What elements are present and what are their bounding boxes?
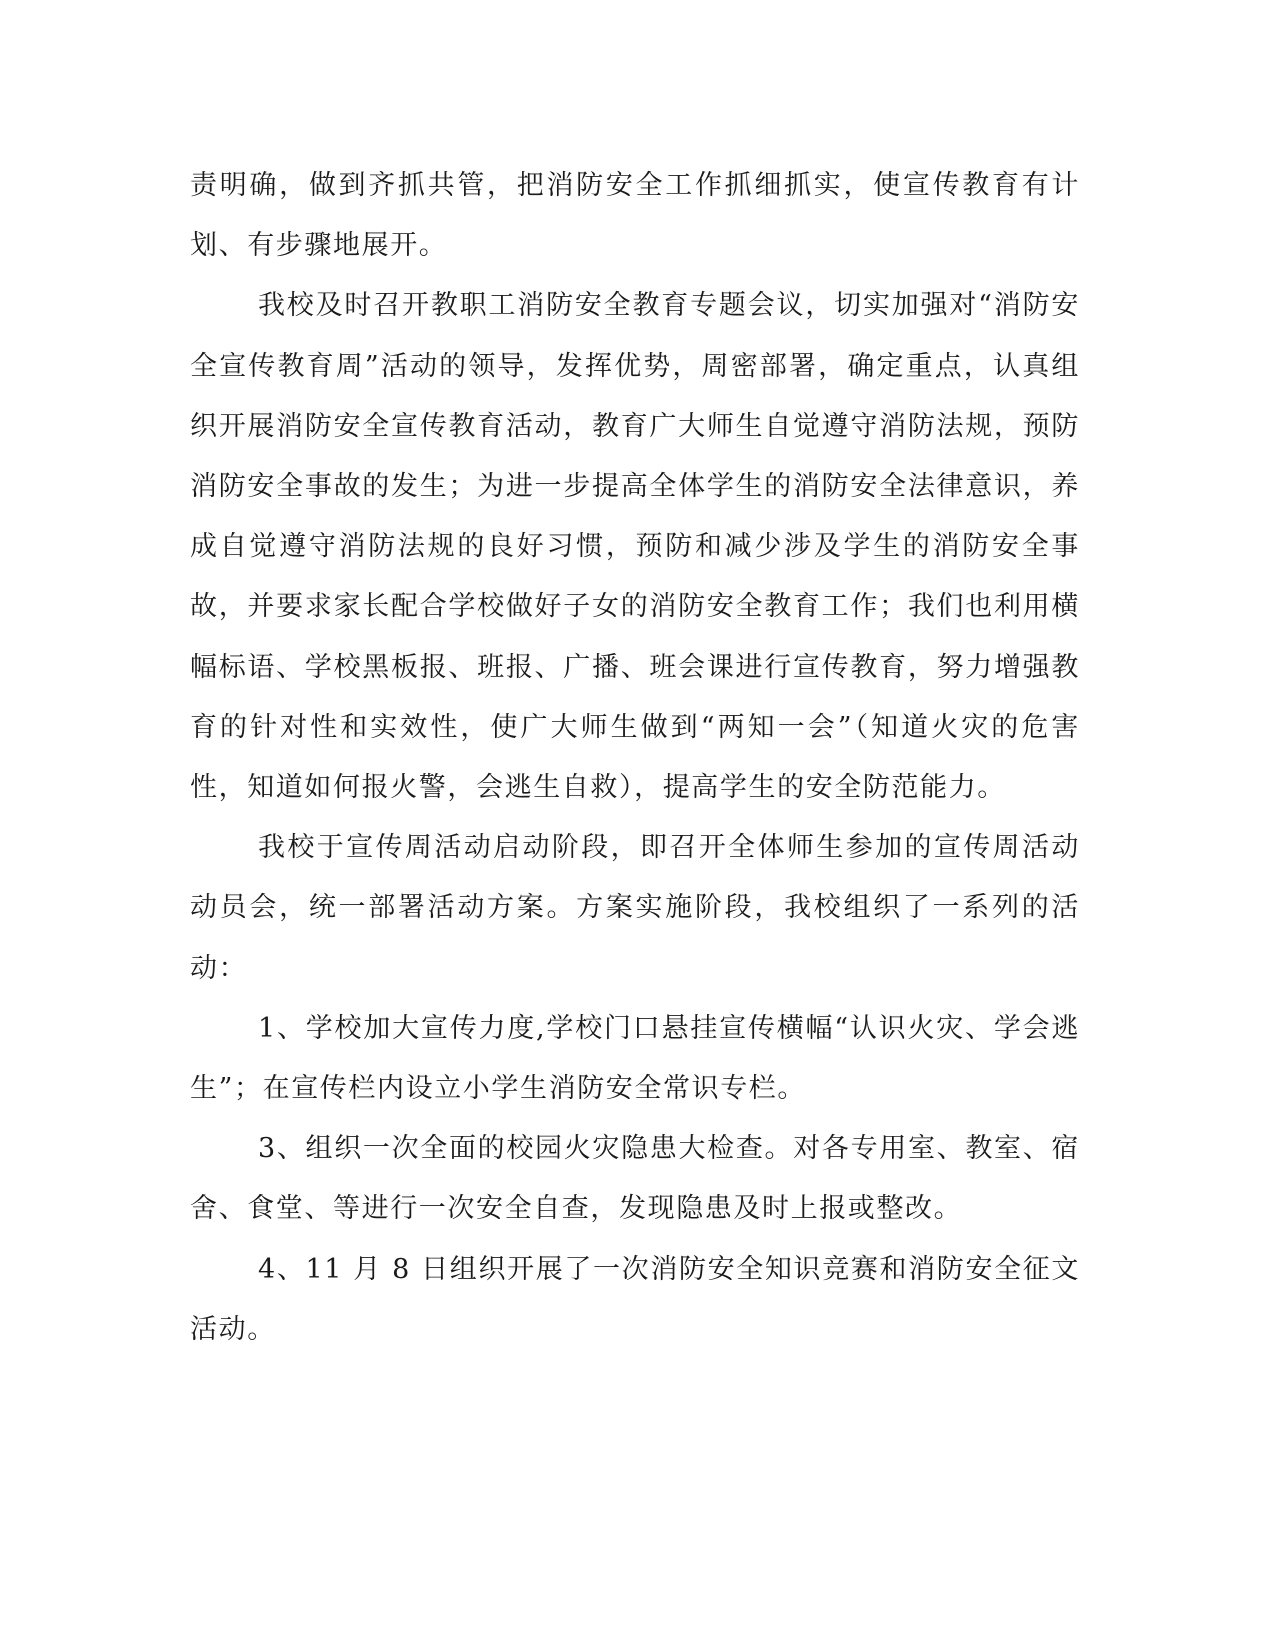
paragraph-meeting: 我校及时召开教职工消防安全教育专题会议，切实加强对“消防安全宣传教育周”活动的领导，发挥优势，周密部署，确定重点，认真组织开展消防安全宣传教育活动，教育广大师生自觉遵守消防法规，预防消防安全事故的发生；为进一步提高全体学生的消防安全法律意识，养成自觉遵守消防法规的良好习惯，预防和减少涉及学生的消防安全事故，并要求家长配合学校做好子女的消防安全教育工作；我们也利用横幅标语、学校黑板报、班报、广播、班会课进行宣传教育，努力增强教育的针对性和实效性，使广大师生做到“两知一会”（知道火灾的危害性，知道如何报火警，会逃生自救），提高学生的安全防范能力。 [190, 290, 1080, 804]
list-item-4: 4、11 月 8 日组织开展了一次消防安全知识竞赛和消防安全征文活动。 [190, 1253, 1080, 1345]
paragraph-launch: 我校于宣传周活动启动阶段，即召开全体师生参加的宣传周活动动员会，统一部署活动方案。方案实施阶段，我校组织了一系列的活动： [190, 832, 1080, 984]
list-item-1: 1、学校加大宣传力度,学校门口悬挂宣传横幅“认识火灾、学会逃生”；在宣传栏内设立小学生消防安全常识专栏。 [190, 1012, 1080, 1105]
list-item-3: 3、组织一次全面的校园火灾隐患大检查。对各专用室、教室、宿舍、食堂、等进行一次安全自查，发现隐患及时上报或整改。 [190, 1133, 1080, 1225]
document-body [190, 156, 1080, 1360]
paragraph-continuation: 责明确，做到齐抓共管，把消防安全工作抓细抓实，使宣传教育有计划、有步骤地展开。 [190, 170, 1080, 262]
